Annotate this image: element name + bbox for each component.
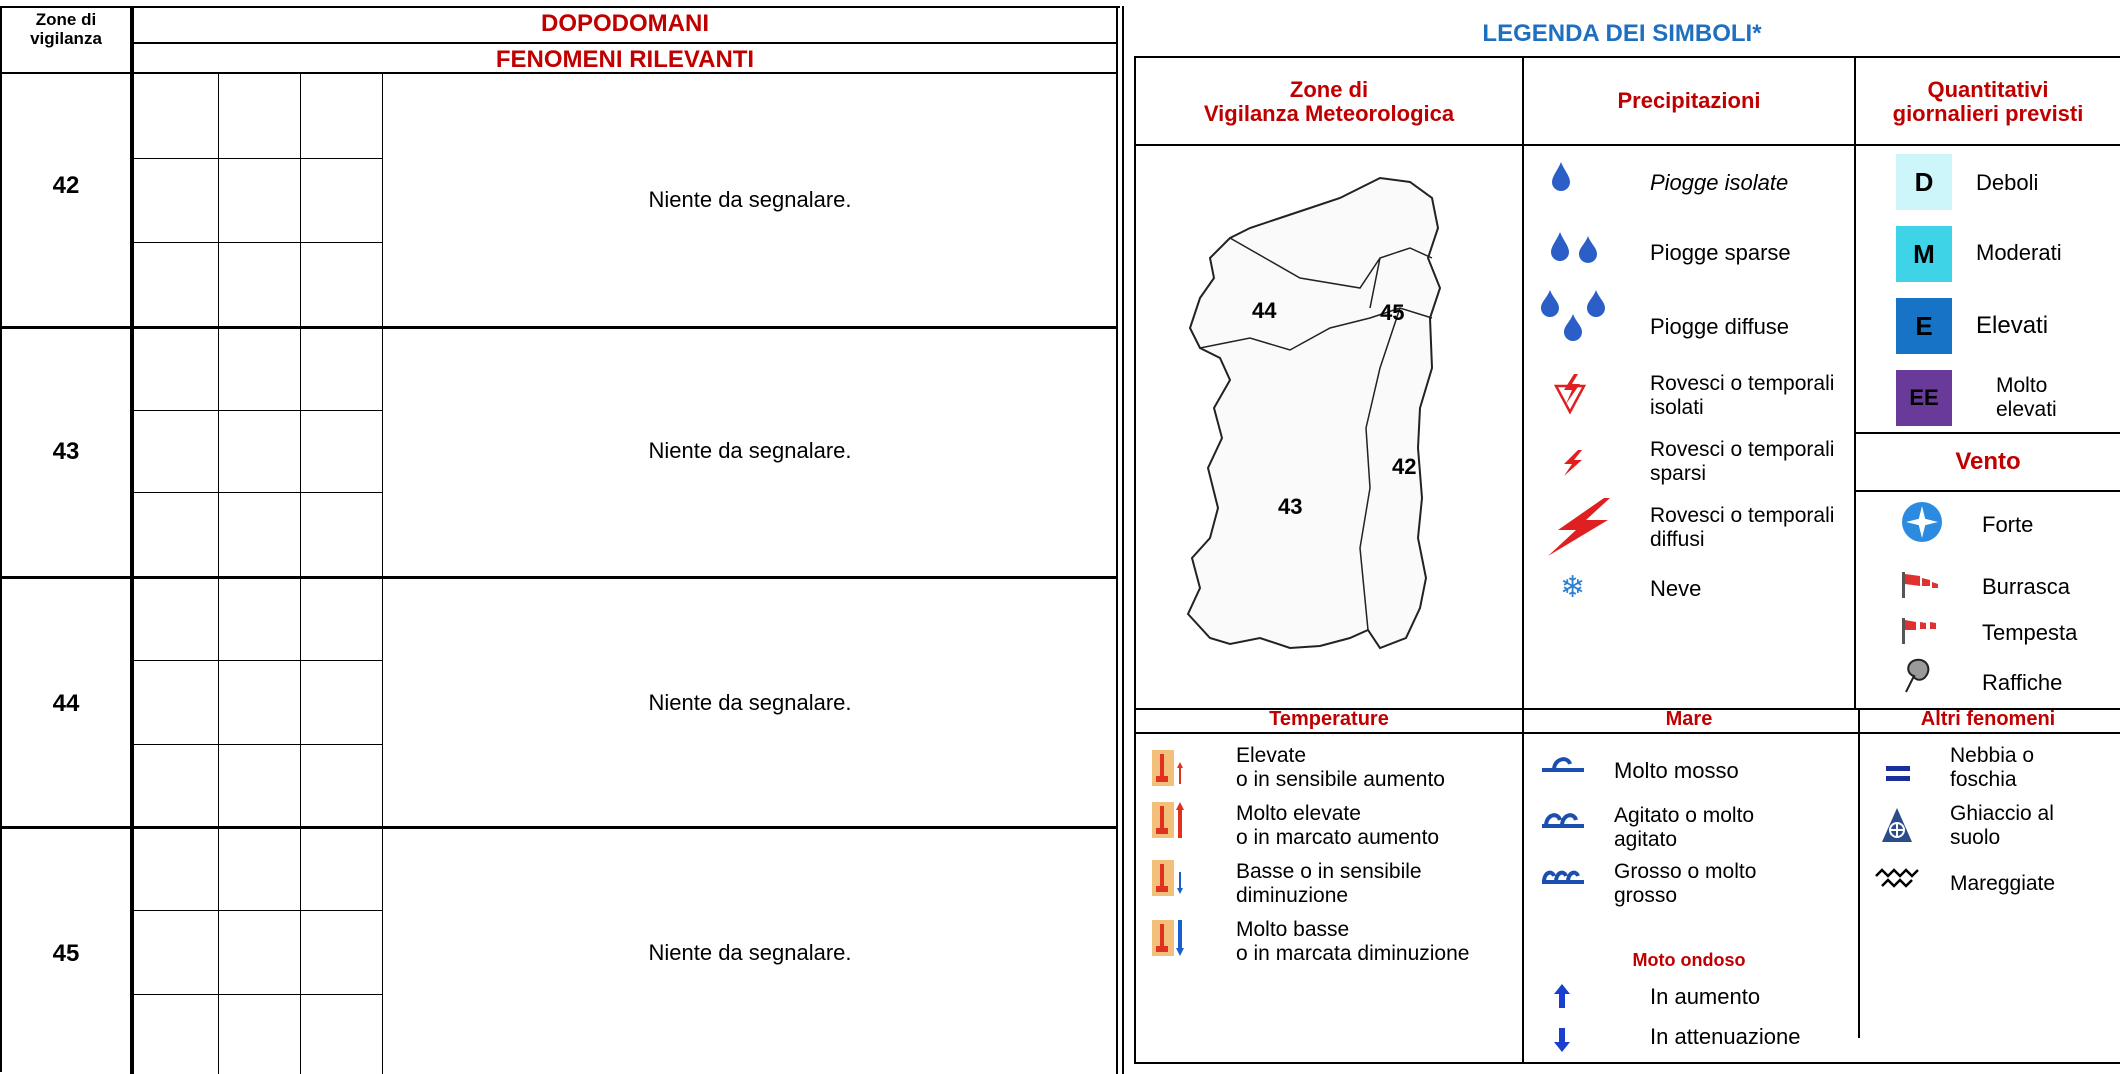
wave-one-icon [1540, 752, 1586, 776]
temp-label: Elevate o in sensibile aumento [1236, 744, 1445, 791]
wind-rose-icon [1900, 500, 1944, 544]
divider [134, 42, 1118, 44]
temp-label: Molto basse o in marcata diminuzione [1236, 918, 1470, 965]
temp-title: Temperature [1269, 708, 1389, 730]
legend-col-precip: Precipitazioni [1617, 88, 1761, 113]
section-subtitle: FENOMENI RILEVANTI [495, 46, 755, 73]
precip-label: Piogge isolate [1650, 170, 1789, 195]
thermometer-up-strong-icon [1150, 800, 1186, 840]
row-text: Niente da segnalare. [648, 438, 852, 463]
zone-number: 45 [52, 940, 80, 967]
divider [1854, 490, 2120, 492]
three-drops-icon [1536, 286, 1610, 346]
wave-motion-label: In aumento [1650, 984, 1761, 1009]
other-label: Mareggiate [1950, 872, 2056, 895]
single-drop-icon [1546, 158, 1576, 194]
quant-badge: E [1896, 298, 1952, 354]
sea-label: Agitato o molto agitato [1614, 804, 1755, 851]
precip-label: Neve [1650, 576, 1702, 601]
snowflake-icon: ❄ [1560, 571, 1586, 604]
legend-col-zones: Zone di Vigilanza Meteorologica [1203, 77, 1455, 126]
windsock-gale-icon [1900, 570, 1944, 600]
windsock-storm-icon [1900, 616, 1944, 646]
two-drops-icon [1546, 228, 1606, 264]
divider [134, 158, 383, 159]
isolated-storm-icon [1552, 372, 1588, 416]
gust-icon [1900, 656, 1936, 700]
storm-surge-icon [1874, 868, 1920, 892]
wave-two-icon [1540, 808, 1586, 832]
divider [0, 6, 1120, 8]
divider [1134, 732, 2120, 734]
divider [1116, 6, 1118, 1074]
divider [1134, 144, 2120, 146]
precip-label: Rovesci o temporali isolati [1650, 372, 1835, 419]
divider [1522, 708, 1524, 1064]
divider [1134, 56, 1136, 1064]
precip-label: Rovesci o temporali diffusi [1650, 504, 1835, 551]
divider [382, 74, 383, 1074]
sea-label: Grosso o molto grosso [1614, 860, 1757, 907]
row-text: Niente da segnalare. [648, 690, 852, 715]
quant-label: Moderati [1976, 240, 2062, 265]
precip-label: Piogge sparse [1650, 240, 1791, 265]
other-label: Nebbia o foschia [1950, 744, 2035, 791]
quant-badge: D [1896, 154, 1952, 210]
fog-icon [1884, 762, 1914, 786]
zone-number: 42 [52, 172, 80, 199]
thermometer-up-icon [1150, 748, 1186, 788]
wave-motion-label: In attenuazione [1650, 1024, 1801, 1049]
quant-badge: M [1896, 226, 1952, 282]
arrow-up-icon [1552, 982, 1572, 1010]
legend-title: LEGENDA DEI SIMBOLI* [1482, 20, 1762, 47]
map-label: 44 [1252, 298, 1277, 323]
divider [134, 994, 383, 995]
sea-title: Mare [1665, 708, 1713, 730]
divider [134, 410, 383, 411]
diffuse-storm-icon [1544, 496, 1614, 558]
zone-number: 44 [52, 690, 80, 717]
map-label: 43 [1278, 494, 1303, 519]
zone-header: Zone di vigilanza [30, 10, 102, 48]
divider [1134, 56, 2120, 58]
divider [134, 744, 383, 745]
wind-label: Burrasca [1982, 574, 2071, 599]
quant-label: Molto elevati [1996, 374, 2057, 421]
row-divider [0, 576, 1118, 579]
precip-label: Rovesci o temporali sparsi [1650, 438, 1835, 485]
thermometer-down-icon [1150, 858, 1186, 898]
row-text: Niente da segnalare. [648, 187, 852, 212]
divider [1522, 56, 1524, 710]
wave-three-icon [1540, 864, 1586, 888]
quant-label: Elevati [1976, 312, 2049, 339]
divider [134, 492, 383, 493]
map-label: 42 [1392, 454, 1417, 479]
temp-label: Molto elevate o in marcato aumento [1236, 802, 1440, 849]
divider [134, 242, 383, 243]
map-label: 45 [1380, 300, 1405, 325]
divider [218, 74, 219, 1074]
quant-label: Deboli [1976, 170, 2039, 195]
wind-label: Raffiche [1982, 670, 2063, 695]
wind-label: Tempesta [1982, 620, 2078, 645]
row-divider [0, 326, 1118, 329]
day-title: DOPODOMANI [541, 10, 709, 37]
temp-label: Basse o in sensibile diminuzione [1236, 860, 1422, 907]
other-label: Ghiaccio al suolo [1950, 802, 2054, 849]
legend-col-quant: Quantitativi giornalieri previsti [1892, 77, 2084, 126]
ice-icon [1880, 806, 1914, 846]
divider [134, 910, 383, 911]
quant-badge: EE [1896, 370, 1952, 426]
divider [1858, 708, 1860, 1038]
precip-label: Piogge diffuse [1650, 314, 1790, 339]
other-title: Altri fenomeni [1920, 708, 2056, 730]
row-divider [0, 826, 1118, 829]
divider [1854, 56, 1856, 710]
divider [1854, 432, 2120, 434]
wave-motion-title: Moto ondoso [1632, 950, 1746, 970]
sardinia-map [1170, 168, 1480, 668]
arrow-down-icon [1552, 1026, 1572, 1054]
divider [130, 6, 134, 1074]
divider [300, 74, 301, 1074]
divider [134, 660, 383, 661]
divider [1134, 1062, 2120, 1064]
divider [0, 6, 2, 1072]
wind-label: Forte [1982, 512, 2034, 537]
zone-number: 43 [52, 438, 80, 465]
wind-title: Vento [1955, 448, 2021, 475]
scattered-storm-icon [1560, 448, 1586, 478]
row-text: Niente da segnalare. [648, 940, 852, 965]
thermometer-down-strong-icon [1150, 918, 1186, 958]
divider [1122, 6, 1124, 1074]
sea-label: Molto mosso [1614, 758, 1739, 783]
